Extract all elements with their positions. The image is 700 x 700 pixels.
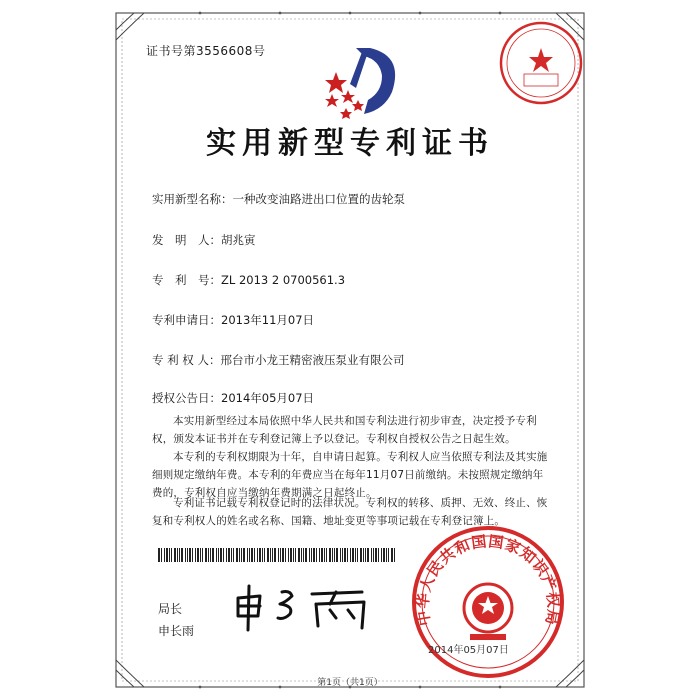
page-number: 第1页（共1页） [317,678,383,688]
field-value: 邢台市小龙王精密液压泵业有限公司 [220,353,405,367]
field-application-date [152,312,314,328]
svg-text:中华人民共和国国家知识产权局: 中华人民共和国国家知识产权局 [413,532,563,628]
field-grant-date [152,390,314,406]
certificate-title: 实用新型专利证书 [206,126,494,161]
field-label: 实用新型名称： [152,192,233,206]
sipo-emblem [312,44,408,120]
field-label: 专 利 号： [152,273,221,287]
agency-stamp [496,18,586,108]
field-patent-number [152,272,345,288]
director-title: 局长 [158,602,183,616]
field-utility-model-name [152,191,405,207]
field-value: 一种改变油路进出口位置的齿轮泵 [232,192,405,206]
field-value: 胡兆寅 [221,233,256,247]
field-value: 2014年05月07日 [221,391,315,405]
field-label: 授权公告日： [152,391,221,405]
field-patentee [152,352,404,368]
director-name: 申长雨 [158,624,195,638]
director-signature [230,582,380,632]
seal-date: 2014年05月07日 [428,645,509,656]
barcode [158,548,398,562]
field-label: 专 利 权 人： [152,353,221,367]
official-seal [408,522,568,682]
field-value: 2013年11月07日 [221,313,315,327]
body-paragraph: 专利证书记载专利权登记时的法律状况。专利权的转移、质押、无效、终止、恢复和专利权人的姓名或名称、国籍、地址变更等事项记载在专利登记簿上。 [152,497,548,527]
field-label: 专利申请日： [152,313,221,327]
field-inventor [152,232,256,248]
body-paragraph: 本实用新型经过本局依照中华人民共和国专利法进行初步审查，决定授予专利权，颁发本证书并在专利登记簿上予以登记。专利权自授权公告之日起生效。 [152,415,537,445]
body-paragraph: 本专利的专利权期限为十年，自申请日起算。专利权人应当依照专利法及其实施细则规定缴纳年费。本专利的年费应当在每年11月07日前缴纳。未按照规定缴纳年费的，专利权自应当缴纳年费期满之日起终止。 [152,451,548,499]
field-value: ZL 2013 2 0700561.3 [221,273,346,287]
field-label: 发 明 人： [152,233,221,247]
certificate-number: 证书号第3556608号 [146,44,266,58]
